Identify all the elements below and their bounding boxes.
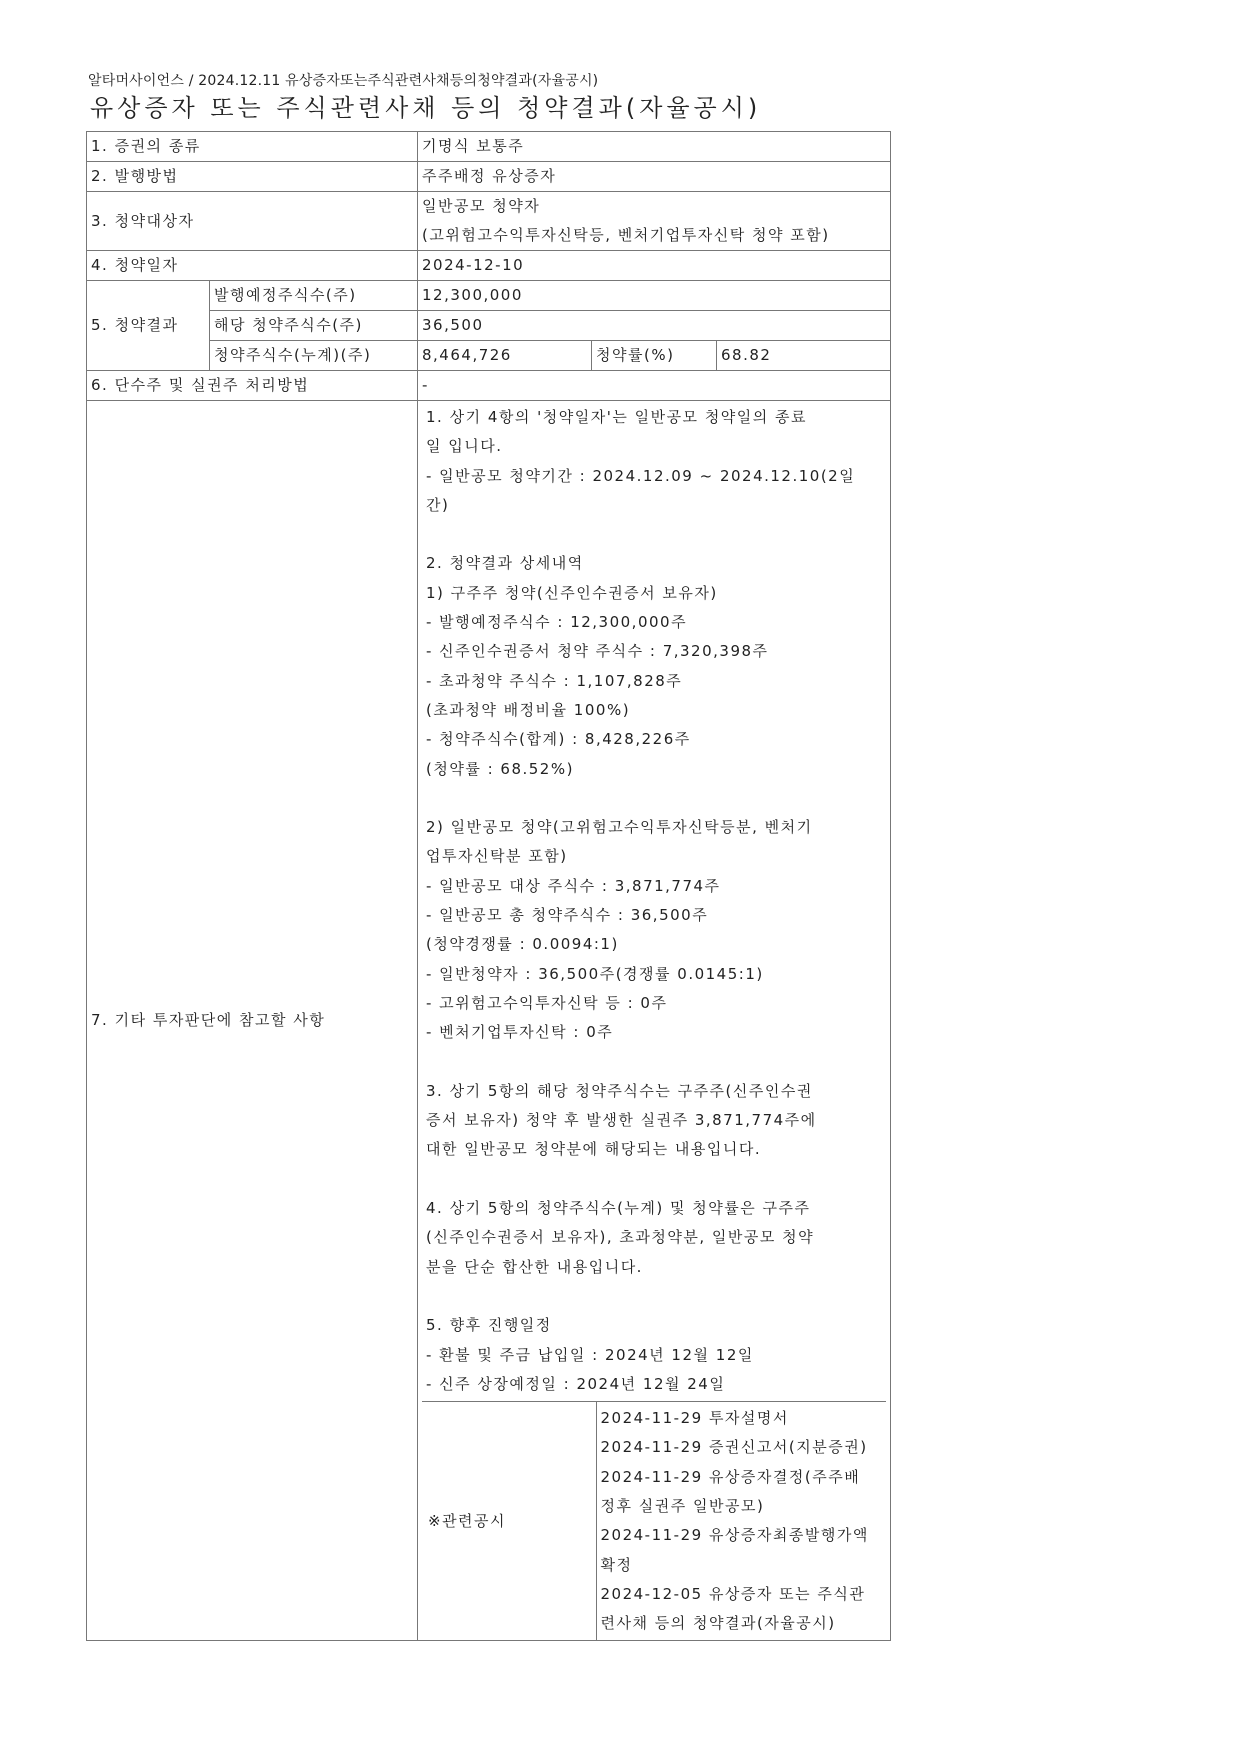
related-disclosures-table <box>422 1401 886 1640</box>
note-line: 2. 청약결과 상세내역 <box>426 554 584 573</box>
note-line: - 청약주식수(합계) : 8,428,226주 <box>426 730 691 749</box>
related-disclosure-item: 2024-11-29 증권신고서(지분증권) <box>600 1438 868 1457</box>
note-line: - 환불 및 주금 납입일 : 2024년 12월 12일 <box>426 1345 754 1364</box>
related-disclosures-list <box>596 1402 886 1641</box>
planned-shares-label: 발행예정주식수(주) <box>210 281 418 311</box>
note-line: 대한 일반공모 청약분에 해당되는 내용입니다. <box>426 1140 762 1159</box>
note-line: (청약경쟁률 : 0.0094:1) <box>426 935 619 954</box>
note-line: 1) 구주주 청약(신주인수권증서 보유자) <box>426 583 718 602</box>
page-title: 유상증자 또는 주식관련사채 등의 청약결과(자율공시) <box>90 94 762 122</box>
other-notes-cell <box>418 401 891 1641</box>
note-line: 간) <box>426 495 450 514</box>
note-line: 4. 상기 5항의 청약주식수(누계) 및 청약률은 구주주 <box>426 1199 811 1218</box>
subscription-rate-value: 68.82 <box>717 341 891 371</box>
related-disclosure-item: 2024-11-29 유상증자최종발행가액 <box>600 1526 869 1545</box>
note-line: - 일반공모 총 청약주식수 : 36,500주 <box>426 906 709 925</box>
subscription-date-label: 4. 청약일자 <box>87 251 418 281</box>
issue-method-label: 2. 발행방법 <box>87 162 418 192</box>
note-line: - 일반공모 대상 주식수 : 3,871,774주 <box>426 876 721 895</box>
other-notes-text <box>422 401 886 1399</box>
note-line: - 일반청약자 : 36,500주(경쟁률 0.0145:1) <box>426 964 764 983</box>
security-type-label: 1. 증권의 종류 <box>87 132 418 162</box>
note-line <box>426 784 882 813</box>
note-line: (청약률 : 68.52%) <box>426 759 574 778</box>
note-line: 5. 향후 진행일정 <box>426 1316 552 1335</box>
note-line <box>426 1282 882 1311</box>
header-line: 알타머사이언스 / 2024.12.11 유상증자또는주식관련사채등의청약결과(자율공시) <box>88 73 599 89</box>
note-line: - 벤처기업투자신탁 : 0주 <box>426 1023 614 1042</box>
applied-shares-value: 36,500 <box>418 311 891 341</box>
subscription-date-value: 2024-12-10 <box>418 251 891 281</box>
note-line: 업투자신탁분 포함) <box>426 847 568 866</box>
related-disclosure-item: 2024-12-05 유상증자 또는 주식관 <box>600 1584 866 1603</box>
subscribers-label: 3. 청약대상자 <box>87 192 418 251</box>
row-other-notes <box>87 401 891 1641</box>
note-line: 분을 단순 합산한 내용입니다. <box>426 1257 643 1276</box>
related-disclosure-item: 련사채 등의 청약결과(자율공시) <box>600 1614 836 1633</box>
issue-method-value: 주주배정 유상증자 <box>418 162 891 192</box>
fractional-handling-value: - <box>418 371 891 401</box>
note-line: 증서 보유자) 청약 후 발생한 실권주 3,871,774주에 <box>426 1111 817 1130</box>
row-subscribers <box>87 192 891 251</box>
note-line: - 일반공모 청약기간 : 2024.12.09 ~ 2024.12.10(2일 <box>426 466 856 485</box>
row-fractional-handling <box>87 371 891 401</box>
row-result-issue <box>87 281 891 311</box>
note-line: - 고위험고수익투자신탁 등 : 0주 <box>426 993 668 1012</box>
disclosure-table <box>86 131 891 1641</box>
applied-shares-label: 해당 청약주식수(주) <box>210 311 418 341</box>
related-disclosure-item: 2024-11-29 투자설명서 <box>600 1409 789 1428</box>
note-line <box>426 520 882 549</box>
security-type-value: 기명식 보통주 <box>418 132 891 162</box>
planned-shares-value: 12,300,000 <box>418 281 891 311</box>
note-line: - 초과청약 주식수 : 1,107,828주 <box>426 671 683 690</box>
subscribers-value: 일반공모 청약자 (고위험고수익투자신탁등, 벤처기업투자신탁 청약 포함) <box>418 192 891 251</box>
related-disclosure-item: 정후 실권주 일반공모) <box>600 1496 765 1515</box>
cumulative-shares-label: 청약주식수(누계)(주) <box>210 341 418 371</box>
note-line: 일 입니다. <box>426 437 503 456</box>
row-subscription-date <box>87 251 891 281</box>
note-line: - 신주 상장예정일 : 2024년 12월 24일 <box>426 1374 726 1393</box>
related-disclosure-item: 확정 <box>600 1555 633 1574</box>
note-line: (신주인수권증서 보유자), 초과청약분, 일반공모 청약 <box>426 1228 815 1247</box>
cumulative-shares-value: 8,464,726 <box>418 341 592 371</box>
note-line <box>426 1048 882 1077</box>
note-line <box>426 1165 882 1194</box>
row-security-type <box>87 132 891 162</box>
note-line: (초과청약 배정비율 100%) <box>426 700 631 719</box>
note-line: 1. 상기 4항의 '청약일자'는 일반공모 청약일의 종료 <box>426 408 808 426</box>
subscription-rate-label: 청약률(%) <box>592 341 717 371</box>
note-line: 2) 일반공모 청약(고위험고수익투자신탁등분, 벤처기 <box>426 818 813 837</box>
note-line: 3. 상기 5항의 해당 청약주식수는 구주주(신주인수권 <box>426 1081 813 1100</box>
other-notes-label: 7. 기타 투자판단에 참고할 사항 <box>87 401 418 1641</box>
row-issue-method <box>87 162 891 192</box>
related-disclosures-label: ※관련공시 <box>422 1402 596 1641</box>
subscription-result-label: 5. 청약결과 <box>87 281 210 371</box>
fractional-handling-label: 6. 단수주 및 실권주 처리방법 <box>87 371 418 401</box>
note-line: - 발행예정주식수 : 12,300,000주 <box>426 613 688 632</box>
note-line: - 신주인수권증서 청약 주식수 : 7,320,398주 <box>426 642 769 661</box>
related-disclosure-item: 2024-11-29 유상증자결정(주주배 <box>600 1467 861 1486</box>
